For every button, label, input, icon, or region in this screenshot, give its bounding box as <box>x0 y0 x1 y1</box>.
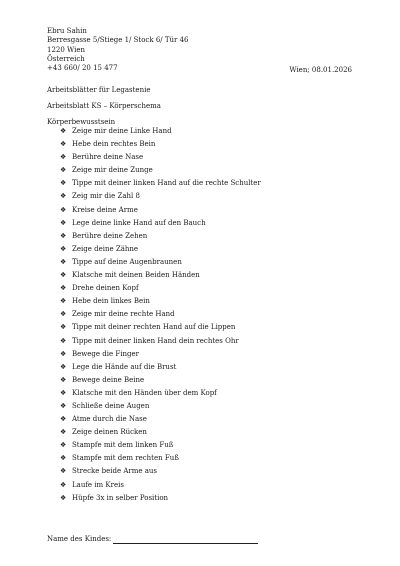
task-text: Zeige mir deine Zunge <box>72 166 153 175</box>
task-item <box>60 350 261 363</box>
sender-name: Ebru Sahin <box>47 27 87 35</box>
diamond-bullet-icon: ❖ <box>60 349 67 358</box>
task-list <box>60 127 261 507</box>
task-text: Berühre deine Nase <box>72 153 144 162</box>
task-item <box>60 140 261 153</box>
task-text: Zeige deinen Rücken <box>72 428 147 437</box>
diamond-bullet-icon: ❖ <box>60 284 67 293</box>
diamond-bullet-icon: ❖ <box>60 244 67 253</box>
task-item <box>60 153 261 166</box>
diamond-bullet-icon: ❖ <box>60 480 67 489</box>
diamond-bullet-icon: ❖ <box>60 231 67 240</box>
sender-city: 1220 Wien <box>47 45 86 54</box>
diamond-bullet-icon: ❖ <box>60 297 67 306</box>
diamond-bullet-icon: ❖ <box>60 205 67 214</box>
task-text: Stampfe mit dem linken Fuß <box>72 441 174 450</box>
task-text: Tippe mit deiner linken Hand auf die rechte Schulter <box>72 179 261 188</box>
task-item <box>60 481 261 494</box>
task-text: Tippe mit deiner linken Hand dein rechtes Ohr <box>72 336 239 345</box>
task-text: Zeige mir deine Linke Hand <box>72 127 172 135</box>
child-name-line <box>47 535 258 544</box>
task-item <box>60 245 261 258</box>
diamond-bullet-icon: ❖ <box>60 336 67 345</box>
diamond-bullet-icon: ❖ <box>60 257 67 266</box>
task-text: Berühre deine Zehen <box>72 231 148 240</box>
task-item <box>60 271 261 284</box>
diamond-bullet-icon: ❖ <box>60 415 67 424</box>
section-title: Körperbewusstsein <box>47 117 116 126</box>
task-item <box>60 402 261 415</box>
diamond-bullet-icon: ❖ <box>60 375 67 384</box>
diamond-bullet-icon: ❖ <box>60 493 67 502</box>
task-item <box>60 297 261 310</box>
task-item <box>60 166 261 179</box>
task-item <box>60 467 261 480</box>
task-text: Hebe dein linkes Bein <box>72 297 150 306</box>
sheet-title: Arbeitsblatt KS – Körperschema <box>47 101 161 110</box>
diamond-bullet-icon: ❖ <box>60 454 67 463</box>
child-name-label: Name des Kindes: <box>47 535 112 543</box>
diamond-bullet-icon: ❖ <box>60 401 67 410</box>
task-item <box>60 363 261 376</box>
task-item <box>60 232 261 245</box>
sender-street: Berresgasse 5/Stiege 1/ Stock 6/ Tür 46 <box>47 36 189 45</box>
task-item <box>60 428 261 441</box>
task-text: Klatsche mit den Händen über dem Kopf <box>72 388 217 397</box>
diamond-bullet-icon: ❖ <box>60 388 67 397</box>
diamond-bullet-icon: ❖ <box>60 218 67 227</box>
series-title: Arbeitsblätter für Legastenie <box>47 86 151 94</box>
diamond-bullet-icon: ❖ <box>60 140 67 149</box>
task-item <box>60 337 261 350</box>
diamond-bullet-icon: ❖ <box>60 192 67 201</box>
diamond-bullet-icon: ❖ <box>60 310 67 319</box>
task-text: Zeig mir die Zahl 8 <box>72 192 140 201</box>
task-text: Strecke beide Arme aus <box>72 467 158 476</box>
task-text: Kreise deine Arme <box>72 205 138 214</box>
task-text: Schließe deine Augen <box>72 401 150 410</box>
task-item <box>60 206 261 219</box>
task-text: Hüpfe 3x in selber Position <box>72 493 169 502</box>
task-item <box>60 219 261 232</box>
task-item <box>60 127 261 140</box>
task-text: Zeige mir deine rechte Hand <box>72 310 175 319</box>
task-text: Atme durch die Nase <box>72 415 147 424</box>
task-text: Bewege deine Beine <box>72 375 145 384</box>
child-name-blank <box>113 536 258 544</box>
task-text: Hebe dein rechtes Bein <box>72 140 156 149</box>
task-item <box>60 310 261 323</box>
diamond-bullet-icon: ❖ <box>60 362 67 371</box>
task-item <box>60 284 261 297</box>
diamond-bullet-icon: ❖ <box>60 467 67 476</box>
sender-country: Österreich <box>47 54 85 63</box>
diamond-bullet-icon: ❖ <box>60 166 67 175</box>
diamond-bullet-icon: ❖ <box>60 271 67 280</box>
task-item <box>60 454 261 467</box>
task-text: Stampfe mit dem rechten Fuß <box>72 454 179 463</box>
task-text: Tippe mit deiner rechten Hand auf die Lippen <box>72 323 236 332</box>
task-text: Bewege die Finger <box>72 349 139 358</box>
task-item <box>60 179 261 192</box>
diamond-bullet-icon: ❖ <box>60 428 67 437</box>
task-text: Lege die Hände auf die Brust <box>72 362 177 371</box>
task-item <box>60 494 261 507</box>
task-text: Klatsche mit deinen Beiden Händen <box>72 271 200 280</box>
diamond-bullet-icon: ❖ <box>60 127 67 135</box>
task-text: Drehe deinen Kopf <box>72 284 139 293</box>
diamond-bullet-icon: ❖ <box>60 153 67 162</box>
document-date: Wien; 08.01.2026 <box>289 66 352 74</box>
task-item <box>60 192 261 205</box>
task-item <box>60 441 261 454</box>
task-text: Lege deine linke Hand auf den Bauch <box>72 218 206 227</box>
task-item <box>60 376 261 389</box>
task-text: Zeige deine Zähne <box>72 244 139 253</box>
diamond-bullet-icon: ❖ <box>60 179 67 188</box>
task-item <box>60 323 261 336</box>
task-text: Laufe im Kreis <box>72 480 124 489</box>
task-item <box>60 415 261 428</box>
sender-phone: +43 660/ 20 15 477 <box>47 64 118 73</box>
task-item <box>60 389 261 402</box>
task-item <box>60 258 261 271</box>
diamond-bullet-icon: ❖ <box>60 441 67 450</box>
task-text: Tippe auf deine Augenbraunen <box>72 257 182 266</box>
sender-address-block <box>47 27 189 73</box>
diamond-bullet-icon: ❖ <box>60 323 67 332</box>
